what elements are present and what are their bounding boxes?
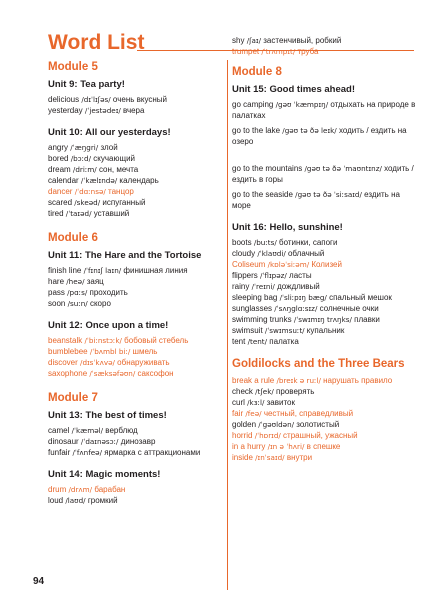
entry-translation: злой [100, 143, 118, 152]
word-entry [232, 419, 416, 430]
word-entry-highlighted [48, 368, 224, 379]
entry-word: horrid [232, 431, 253, 440]
entry-ipa: /ˈsæksəfəʊn/ [89, 369, 136, 378]
entry-translation: страшный, ужасный [283, 431, 358, 440]
entry-ipa: /gəʊ tə ðə leɪk/ [282, 126, 337, 135]
entry-ipa: /ˈkæməl/ [71, 426, 104, 435]
entry-word: go camping [232, 100, 274, 109]
entry-translation: ярмарка с аттракционами [104, 448, 201, 457]
entry-translation: календарь [119, 176, 159, 185]
entry-translation: плавки [354, 315, 380, 324]
word-entry [232, 248, 416, 259]
entry-word: boots [232, 238, 252, 247]
entry-translation: ходить / ездить на озеро [232, 126, 407, 146]
module-5-title: Module 5 [48, 61, 98, 73]
word-entry [48, 276, 224, 287]
entry-word: bored [48, 154, 69, 163]
entry-ipa: /ɪnˈsaɪd/ [255, 453, 285, 462]
entry-translation: нарушать правило [323, 376, 393, 385]
word-entry-highlighted [48, 346, 224, 357]
entry-ipa: /kɜːl/ [247, 398, 265, 407]
entry-translation: заяц [86, 277, 104, 286]
entry-ipa: /ˈsʌŋglɑːsɪz/ [274, 304, 318, 313]
entry-word: saxophone [48, 369, 88, 378]
entry-translation: дождливый [277, 282, 320, 291]
entry-ipa: /ˈklaʊdi/ [257, 249, 286, 258]
entry-word: shy [232, 36, 245, 45]
word-entry [48, 495, 224, 506]
entry-word: swimming trunks [232, 315, 292, 324]
word-entry [48, 94, 224, 105]
entry-ipa: /buːts/ [253, 238, 277, 247]
word-entry [48, 175, 224, 186]
word-entry [48, 287, 224, 298]
entry-word: beanstalk [48, 336, 83, 345]
word-entry [48, 447, 224, 458]
entry-word: sleeping bag [232, 293, 278, 302]
module-6-title: Module 6 [48, 232, 98, 244]
word-entry [48, 265, 224, 276]
word-entry [232, 237, 416, 248]
entry-translation: верблюд [105, 426, 138, 435]
entry-ipa: /pɑːs/ [67, 288, 88, 297]
entry-ipa: /feə/ [245, 409, 262, 418]
entry-word: delicious [48, 95, 80, 104]
word-entry-highlighted [48, 357, 224, 368]
entry-word: dancer [48, 187, 73, 196]
word-entry-highlighted [48, 484, 224, 495]
word-entry-highlighted [232, 408, 416, 419]
goldilocks-title: Goldilocks and the Three Bears [232, 358, 405, 370]
entry-ipa: /ˈgəʊldən/ [258, 420, 295, 429]
entry-ipa: /ˈhɒrɪd/ [254, 431, 281, 440]
entry-translation: проходить [89, 288, 128, 297]
entry-translation: вчера [123, 106, 145, 115]
entry-translation: отдыхать на природе в палатках [232, 100, 416, 120]
entry-ipa: /dɪsˈkʌvə/ [80, 358, 115, 367]
word-entry [232, 292, 416, 303]
entry-translation: финишная линия [123, 266, 188, 275]
entry-ipa: /ˈdaɪnəsɔː/ [80, 437, 119, 446]
entry-word: inside [232, 453, 253, 462]
entry-translation: честный, справедливый [263, 409, 354, 418]
unit-10-title: Unit 10: All our yesterdays! [48, 127, 171, 138]
unit-12-title: Unit 12: Once upon a time! [48, 320, 169, 331]
left-column [48, 60, 224, 506]
entry-ipa: /ˈsliːpɪŋ bæg/ [279, 293, 327, 302]
entry-ipa: /ˈbʌmbl biː/ [89, 347, 131, 356]
word-entry [232, 325, 416, 336]
unit-15-title: Unit 15: Good times ahead! [232, 84, 355, 95]
entry-translation: солнечные очки [319, 304, 379, 313]
entry-word: hare [48, 277, 65, 286]
word-entry [232, 397, 416, 408]
entry-translation: громкий [87, 496, 118, 505]
entry-word: dinosaur [48, 437, 79, 446]
word-entry [232, 386, 416, 397]
entry-ipa: /kɒləˈsiːəm/ [267, 260, 310, 269]
word-entry [232, 281, 416, 292]
unit-16-title: Unit 16: Hello, sunshine! [232, 222, 343, 233]
word-entry-highlighted [232, 259, 416, 270]
word-entry [48, 142, 224, 153]
entry-ipa: /ˈjestədeɪ/ [84, 106, 121, 115]
entry-word: tired [48, 209, 64, 218]
entry-translation: застенчивый, робкий [263, 36, 342, 45]
word-entry [48, 208, 224, 219]
entry-word: scared [48, 198, 73, 207]
entry-ipa: /ˈreɪni/ [251, 282, 275, 291]
entry-translation: ездить на море [232, 190, 400, 210]
word-entry-highlighted [232, 452, 416, 463]
entry-translation: обнаруживать [117, 358, 170, 367]
entry-ipa: /ˈswɪmsuːt/ [264, 326, 305, 335]
entry-ipa: /ɪn ə ˈhʌri/ [267, 442, 305, 451]
entry-translation: Колизей [311, 260, 342, 269]
entry-ipa: /skeəd/ [74, 198, 101, 207]
word-entry [232, 303, 416, 314]
entry-ipa: /gəʊ tə ðə ˈsiːsaɪd/ [295, 190, 362, 199]
entry-word: bumblebee [48, 347, 88, 356]
entry-word: discover [48, 358, 78, 367]
unit-14-title: Unit 14: Magic moments! [48, 469, 161, 480]
entry-ipa: /driːm/ [72, 165, 97, 174]
entry-word: soon [48, 299, 66, 308]
right-column [232, 35, 416, 463]
word-entry [48, 153, 224, 164]
entry-word: dream [48, 165, 71, 174]
entry-word: Coliseum [232, 260, 266, 269]
entry-translation: саксофон [137, 369, 174, 378]
word-entry [48, 298, 224, 309]
entry-translation: завиток [266, 398, 295, 407]
module-7-title: Module 7 [48, 392, 98, 404]
entry-word: in a hurry [232, 442, 266, 451]
word-entry [48, 164, 224, 175]
unit-11-title: Unit 11: The Hare and the Tortoise [48, 250, 202, 261]
entry-ipa: /ˈkælɪndə/ [80, 176, 118, 185]
entry-translation: спальный мешок [329, 293, 392, 302]
entry-word: angry [48, 143, 69, 152]
word-entry [48, 197, 224, 208]
word-entry [232, 99, 416, 121]
entry-translation: испуганный [102, 198, 146, 207]
entry-word: camel [48, 426, 70, 435]
entry-translation: сон, мечта [98, 165, 139, 174]
entry-ipa: /gəʊ tə ðə ˈmaʊntɪnz/ [304, 164, 382, 173]
entry-word: trumpet [232, 47, 260, 56]
word-entry-highlighted [232, 375, 416, 386]
word-entry [232, 163, 416, 185]
entry-translation: купальник [306, 326, 345, 335]
entry-word: funfair [48, 448, 71, 457]
entry-ipa: /dɪˈlɪʃəs/ [81, 95, 111, 104]
entry-ipa: /ʃaɪ/ [246, 36, 262, 45]
entry-translation: ботинки, сапоги [279, 238, 338, 247]
entry-translation: уставший [93, 209, 130, 218]
entry-translation: динозавр [120, 437, 156, 446]
entry-translation: скучающий [93, 154, 136, 163]
entry-word: break a rule [232, 376, 275, 385]
entry-ipa: /laʊd/ [65, 496, 86, 505]
entry-ipa: /ˈfʌnfeə/ [72, 448, 103, 457]
entry-translation: скоро [89, 299, 111, 308]
column-divider [227, 60, 228, 590]
entry-translation: труба [297, 47, 319, 56]
entry-ipa: /ˈswɪmɪŋ trʌŋks/ [293, 315, 352, 324]
entry-word: drum [48, 485, 67, 494]
word-entry [232, 125, 416, 147]
word-entry-highlighted [48, 186, 224, 197]
word-entry [232, 35, 416, 46]
page-title: Word List [48, 31, 145, 54]
entry-word: calendar [48, 176, 79, 185]
word-entry-highlighted [232, 441, 416, 452]
word-entry [48, 436, 224, 447]
entry-ipa: /drʌm/ [68, 485, 93, 494]
entry-translation: палатка [269, 337, 299, 346]
entry-translation: золотистый [296, 420, 340, 429]
entry-ipa: /ˈtaɪəd/ [65, 209, 92, 218]
entry-ipa: /ˈflɪpəz/ [260, 271, 287, 280]
entry-translation: в спешке [306, 442, 341, 451]
entry-word: go to the seaside [232, 190, 293, 199]
entry-ipa: /suːn/ [67, 299, 88, 308]
entry-translation: очень вкусный [112, 95, 168, 104]
entry-word: rainy [232, 282, 250, 291]
entry-translation: облачный [287, 249, 325, 258]
entry-word: curl [232, 398, 245, 407]
entry-translation: танцор [108, 187, 134, 196]
entry-word: fair [232, 409, 244, 418]
entry-word: yesterday [48, 106, 83, 115]
entry-ipa: /ˈfɪnɪʃ laɪn/ [83, 266, 122, 275]
entry-word: swimsuit [232, 326, 263, 335]
word-entry [232, 336, 416, 347]
word-entry [232, 189, 416, 211]
entry-ipa: /ˈæŋgri/ [70, 143, 99, 152]
entry-translation: шмель [132, 347, 158, 356]
entry-ipa: /tʃek/ [255, 387, 274, 396]
word-entry [232, 270, 416, 281]
word-entry [48, 425, 224, 436]
word-entry-highlighted [48, 335, 224, 346]
entry-word: go to the lake [232, 126, 281, 135]
entry-word: flippers [232, 271, 258, 280]
module-8-title: Module 8 [232, 66, 282, 78]
entry-word: check [232, 387, 253, 396]
unit-9-title: Unit 9: Tea party! [48, 79, 125, 90]
entry-word: loud [48, 496, 64, 505]
entry-translation: ходить / ездить в горы [232, 164, 414, 184]
unit-13-title: Unit 13: The best of times! [48, 410, 167, 421]
entry-ipa: /ˈdɑːnsə/ [74, 187, 106, 196]
entry-ipa: /ˈbiːnstɔːk/ [84, 336, 122, 345]
entry-word: sunglasses [232, 304, 273, 313]
word-entry-highlighted [232, 46, 416, 57]
page-number: 94 [33, 576, 45, 587]
entry-translation: барабан [94, 485, 126, 494]
entry-ipa: /heə/ [66, 277, 85, 286]
entry-ipa: /ˈtrʌmpɪt/ [261, 47, 296, 56]
entry-word: pass [48, 288, 65, 297]
entry-ipa: /tent/ [247, 337, 268, 346]
entry-translation: проверять [276, 387, 315, 396]
entry-translation: внутри [286, 453, 313, 462]
word-entry [48, 105, 224, 116]
entry-ipa: /bɔːd/ [70, 154, 92, 163]
word-entry [232, 314, 416, 325]
entry-word: go to the mountains [232, 164, 303, 173]
entry-word: cloudy [232, 249, 256, 258]
entry-word: finish line [48, 266, 82, 275]
entry-translation: бобовый стебель [124, 336, 189, 345]
entry-ipa: /breɪk ə ruːl/ [276, 376, 321, 385]
entry-word: golden [232, 420, 257, 429]
entry-word: tent [232, 337, 246, 346]
entry-translation: ласты [289, 271, 312, 280]
entry-ipa: /gəʊ ˈkæmpɪŋ/ [275, 100, 329, 109]
word-entry-highlighted [232, 430, 416, 441]
